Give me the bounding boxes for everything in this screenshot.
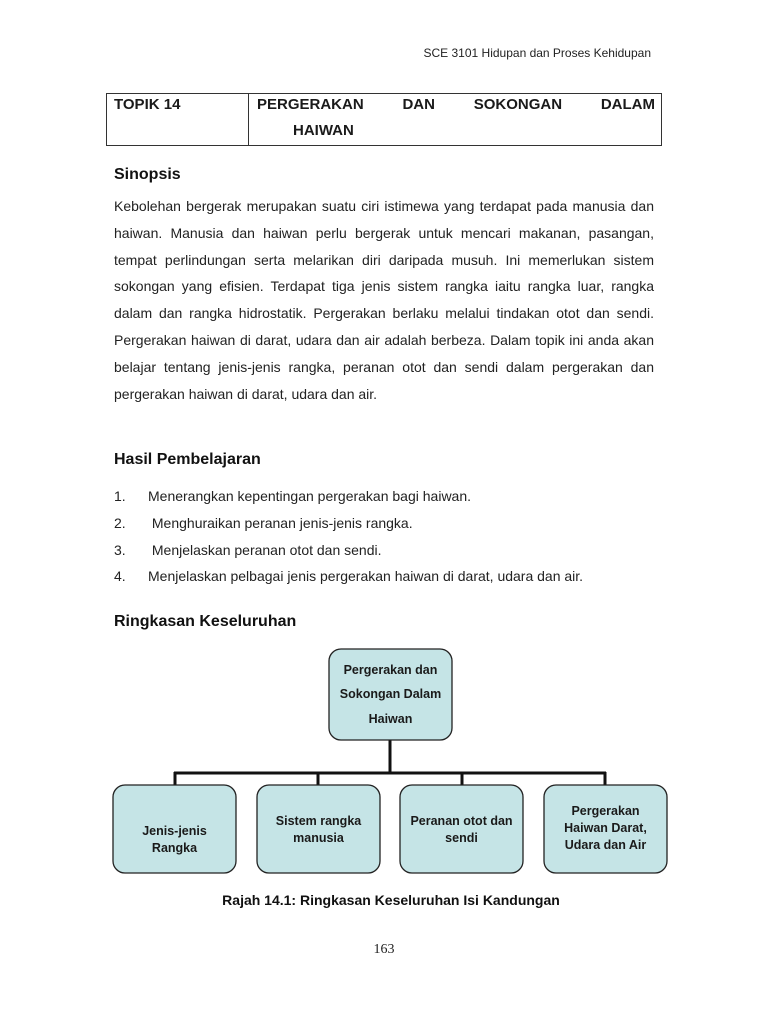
- list-item-text: Menjelaskan pelbagai jenis pergerakan haiwan di darat, udara dan air.: [148, 568, 584, 585]
- list-item-number: 1.: [114, 488, 126, 504]
- list-item-number: 2.: [114, 514, 126, 531]
- connector-lines: [174, 740, 606, 785]
- synopsis-paragraph: Kebolehan bergerak merupakan suatu ciri istimewa yang terdapat pada manusia dan haiwan. Manusia dan haiwan perlu bergerak untuk mencari makanan, pasangan, tempat perlindungan serta melarikan diri daripada musuh. Ini memerlukan sistem sokongan yang efisien. Terdapat tiga jenis sistem rangka iaitu rangka luar, rangka dalam dan rangka hidrostatik. Pergerakan berlaku melalui tindakan otot dan sendi. Pergerakan haiwan di darat, udara dan air adalah berbeza. Dalam topik ini anda akan belajar tentang jenis-jenis rangka, peranan otot dan sendi dalam pergerakan dan pergerakan haiwan di darat, udara dan air.: [114, 198, 654, 402]
- page-number: 163: [373, 942, 395, 957]
- outcomes-heading: Hasil Pembelajaran: [114, 451, 261, 468]
- list-item-number: 3.: [114, 541, 126, 558]
- list-item-number: 4.: [114, 568, 126, 585]
- topic-title-word: DAN: [402, 96, 435, 113]
- list-item-text: Menerangkan kepentingan pergerakan bagi haiwan.: [148, 488, 472, 504]
- synopsis-heading: Sinopsis: [114, 166, 181, 183]
- list-item-text: Menghuraikan peranan jenis-jenis rangka.: [148, 514, 413, 531]
- overview-heading: Ringkasan Keseluruhan: [114, 613, 297, 630]
- list-item-text: Menjelaskan peranan otot dan sendi.: [148, 541, 382, 558]
- topic-title-word: DALAM: [600, 96, 655, 113]
- child-node-label: Peranan otot dan sendi: [410, 814, 513, 845]
- topic-title-line2: HAIWAN: [293, 122, 354, 139]
- child-node-label: Sistem rangka manusia: [275, 814, 362, 845]
- figure-caption: Rajah 14.1: Ringkasan Keseluruhan Isi Kandungan: [222, 892, 560, 908]
- child-node-label: Jenis-jenis Rangka: [142, 824, 207, 855]
- root-node-label: Pergerakan dan Sokongan Dalam Haiwan: [339, 662, 442, 726]
- topic-title-word: SOKONGAN: [473, 96, 563, 113]
- child-node-label: Pergerakan Haiwan Darat, Udara dan Air: [564, 803, 647, 852]
- running-header: SCE 3101 Hidupan dan Proses Kehidupan: [423, 46, 651, 60]
- topic-label: TOPIK 14: [107, 94, 249, 145]
- topic-title-word: PERGERAKAN: [257, 96, 364, 113]
